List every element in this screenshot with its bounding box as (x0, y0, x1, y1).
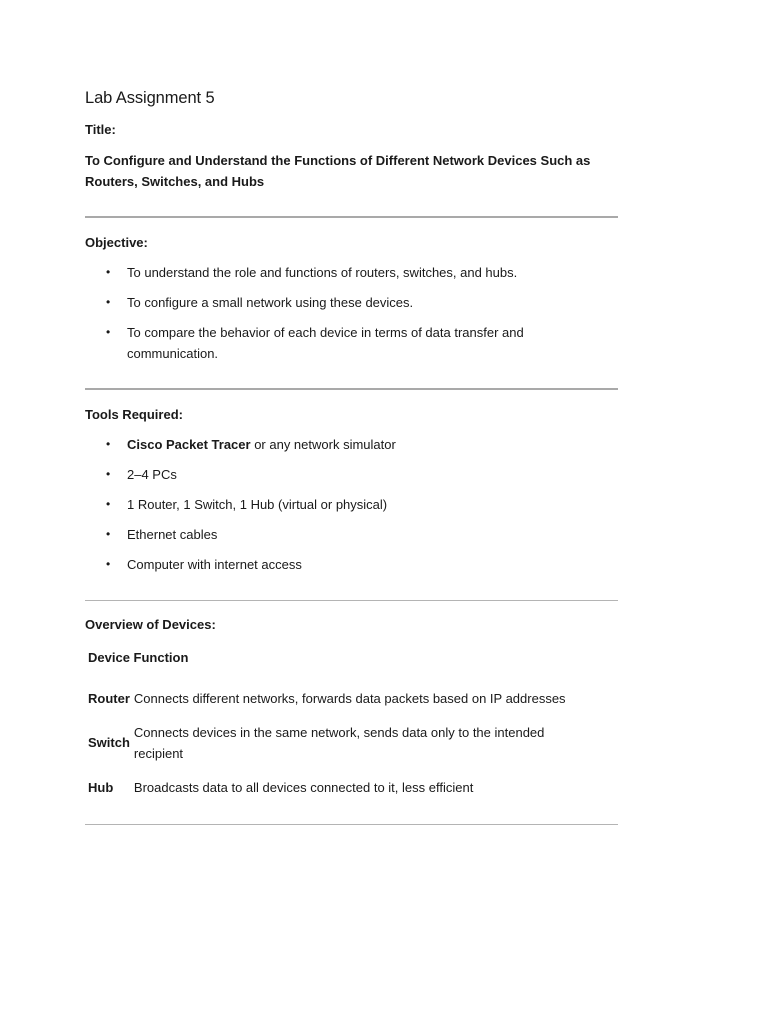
section-divider (85, 600, 618, 601)
tool-name: Cisco Packet Tracer (127, 437, 251, 452)
section-divider (85, 824, 618, 825)
device-function: Broadcasts data to all devices connected to it, less efficient (133, 779, 474, 795)
device-name: Switch (88, 735, 130, 750)
list-item (85, 464, 618, 485)
bullet-icon: • (106, 437, 111, 451)
table-row (85, 681, 597, 715)
title-label: Title: (85, 122, 116, 137)
tools-list (85, 434, 618, 575)
bullet-icon: • (106, 325, 111, 339)
tool-description: or any network simulator (250, 437, 396, 452)
device-name: Router (88, 690, 130, 706)
list-item (85, 292, 618, 313)
devices-table (85, 647, 597, 804)
objective-label: Objective: (85, 235, 148, 250)
overview-label: Overview of Devices: (85, 617, 216, 632)
section-divider (85, 216, 618, 218)
document-heading: Lab Assignment 5 (85, 89, 215, 107)
bullet-icon: • (106, 467, 111, 481)
bullet-icon: • (106, 295, 111, 309)
device-function: Connects devices in the same network, sends data only to the intended recipient (133, 724, 545, 761)
tool-item: Ethernet cables (127, 527, 218, 542)
section-divider (85, 388, 618, 390)
list-item (85, 434, 618, 455)
list-item (85, 494, 618, 515)
tool-item: Computer with internet access (127, 557, 302, 572)
bullet-icon: • (106, 265, 111, 279)
bullet-icon: • (106, 497, 111, 511)
list-item (85, 554, 618, 575)
list-item (85, 524, 618, 545)
table-row (85, 715, 597, 770)
document-page (85, 86, 618, 825)
tools-label: Tools Required: (85, 407, 183, 422)
tool-item: 1 Router, 1 Switch, 1 Hub (virtual or physical) (127, 497, 388, 512)
device-name: Hub (88, 779, 114, 795)
table-header-row (85, 647, 597, 681)
list-item (85, 262, 618, 283)
objective-list (85, 262, 618, 364)
list-item (85, 322, 618, 364)
tool-item: 2–4 PCs (127, 467, 177, 482)
device-function: Connects different networks, forwards data packets based on IP addresses (133, 690, 566, 706)
objective-item: To configure a small network using these devices. (127, 295, 414, 310)
table-row (85, 770, 597, 804)
objective-item: To understand the role and functions of routers, switches, and hubs. (127, 265, 518, 280)
bullet-icon: • (106, 527, 111, 541)
assignment-title: To Configure and Understand the Functions of Different Network Devices Such as Routers, Switches, and Hubs (85, 153, 591, 189)
objective-item: To compare the behavior of each device in terms of data transfer and communication. (127, 325, 524, 361)
bullet-icon: • (106, 557, 111, 571)
table-header: Device Function (88, 650, 189, 665)
